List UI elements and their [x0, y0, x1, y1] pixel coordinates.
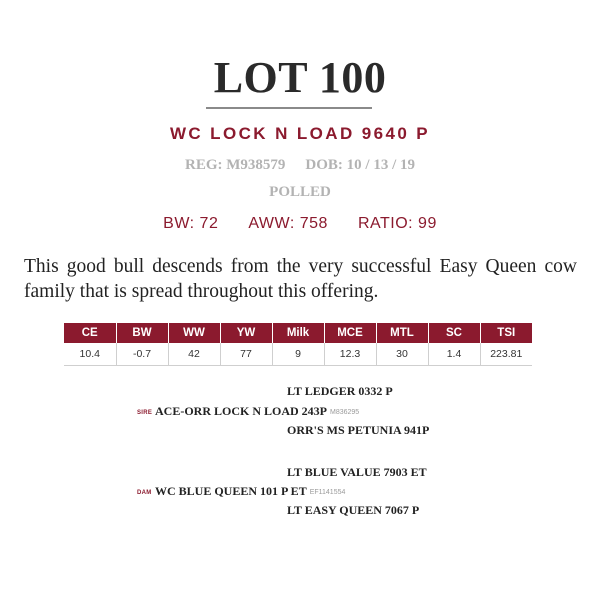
epd-header-ce: CE — [64, 323, 116, 343]
dam-sire-name: LT BLUE VALUE 7903 ET — [287, 465, 427, 479]
animal-name: WC LOCK N LOAD 9640 P — [169, 124, 431, 143]
sire-label: SIRE — [137, 410, 153, 416]
epd-value-milk: 9 — [272, 343, 324, 366]
ratio-value: 99 — [418, 215, 437, 232]
reg-number: M938579 — [226, 157, 286, 173]
epd-header-mce: MCE — [324, 323, 376, 343]
epd-value-mce: 12.3 — [324, 343, 376, 366]
aww-value: 758 — [299, 215, 328, 232]
dam-name-text: WC BLUE QUEEN 101 P ET — [155, 484, 307, 498]
dam-dam-name: LT EASY QUEEN 7067 P — [287, 503, 420, 517]
sire-reg: M836295 — [330, 409, 360, 416]
lot-description: This good bull descends from the very successful Easy Queen cow family that is spread throughout this offering. — [24, 256, 577, 302]
epd-header-yw: YW — [220, 323, 272, 343]
aww-label: AWW: — [248, 215, 295, 232]
epd-header-row — [64, 323, 532, 343]
reg-label: REG: — [184, 157, 223, 173]
dob-label: DOB: — [305, 157, 343, 173]
sire-sire-name: LT LEDGER 0332 P — [287, 384, 393, 398]
dam-label: DAM — [137, 490, 152, 496]
epd-header-ww: WW — [168, 323, 220, 343]
lot-title: LOT 100 — [213, 53, 387, 102]
epd-value-row — [64, 343, 532, 366]
registration-line — [0, 157, 600, 174]
title-divider — [206, 107, 372, 109]
epd-table — [64, 323, 532, 366]
epd-header-milk: Milk — [272, 323, 324, 343]
sire-name — [155, 404, 359, 419]
epd-header-sc: SC — [428, 323, 480, 343]
bw-label: BW: — [163, 215, 195, 232]
epd-header-mtl: MTL — [376, 323, 428, 343]
dam-name — [155, 484, 345, 499]
epd-value-mtl: 30 — [376, 343, 428, 366]
epd-header-bw: BW — [116, 323, 168, 343]
epd-value-tsi: 223.81 — [480, 343, 532, 366]
epd-value-bw: -0.7 — [116, 343, 168, 366]
epd-value-ww: 42 — [168, 343, 220, 366]
sire-name-text: ACE-ORR LOCK N LOAD 243P — [155, 404, 328, 418]
polled-status: POLLED — [269, 184, 331, 200]
epd-value-sc: 1.4 — [428, 343, 480, 366]
dam-reg: EF1141554 — [309, 489, 346, 496]
ratio-label: RATIO: — [357, 215, 414, 232]
sire-dam-name: ORR'S MS PETUNIA 941P — [287, 423, 430, 437]
bw-value: 72 — [199, 215, 219, 232]
epd-header-tsi: TSI — [480, 323, 532, 343]
epd-value-ce: 10.4 — [64, 343, 116, 366]
epd-value-yw: 77 — [220, 343, 272, 366]
performance-stats — [0, 215, 600, 233]
dob-value: 10 / 13 / 19 — [346, 157, 415, 173]
